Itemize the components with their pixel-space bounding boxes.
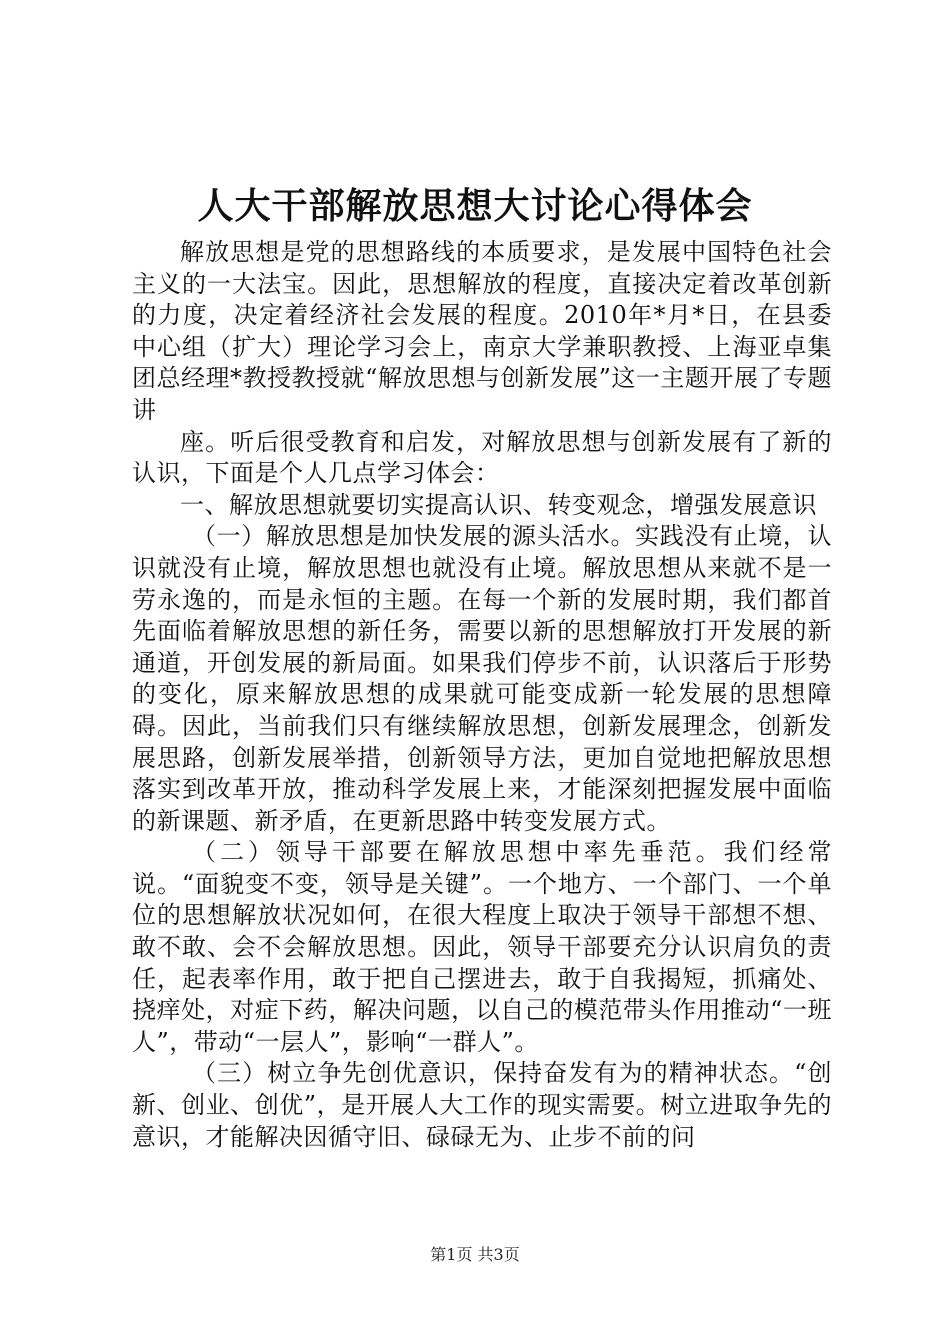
document-body xyxy=(132,237,832,1153)
paragraph-point-1: （一）解放思想是加快发展的源头活水。实践没有止境，认识就没有止境，解放思想也就没有止境。解放思想从来就不是一劳永逸的，而是永恒的主题。在每一个新的发展时期，我们都首先面临着解放思想的新任务，需要以新的思想解放打开发展的新通道，开创发展的新局面。如果我们停步不前，认识落后于形势的变化，原来解放思想的成果就可能变成新一轮发展的思想障碍。因此，当前我们只有继续解放思想，创新发展理念，创新发展思路，创新发展举措，创新领导方法，更加自觉地把解放思想落实到改革开放，推动科学发展上来，才能深刻把握发展中面临的新课题、新矛盾，在更新思路中转变发展方式。 xyxy=(132,522,832,835)
paragraph-point-2: （二）领导干部要在解放思想中率先垂范。我们经常说。“面貌变不变，领导是关键”。一个地方、一个部门、一个单位的思想解放状况如何，在很大程度上取决于领导干部想不想、敢不敢、会不会解放思想。因此，领导干部要充分认识肩负的责任，起表率作用，敢于把自己摆进去，敢于自我揭短，抓痛处、挠痒处，对症下药，解决问题，以自己的模范带头作用推动“一班人”，带动“一层人”，影响“一群人”。 xyxy=(132,838,832,1056)
page-footer: 第1页 共3页 xyxy=(430,1245,520,1264)
section-heading-1: 一、解放思想就要切实提高认识、转变观念，增强发展意识 xyxy=(180,490,817,519)
paragraph-intro-continued: 座。听后很受教育和启发，对解放思想与创新发展有了新的认识，下面是个人几点学习体会： xyxy=(132,427,832,488)
paragraph-point-3: （三）树立争先创优意识，保持奋发有为的精神状态。“创新、创业、创优”，是开展人大工作的现实需要。树立进取争先的意识，才能解决因循守旧、碌碌无为、止步不前的问 xyxy=(132,1059,832,1151)
paragraph-intro: 解放思想是党的思想路线的本质要求，是发展中国特色社会主义的一大法宝。因此，思想解放的程度，直接决定着改革创新的力度，决定着经济社会发展的程度。2010年*月*日，在县委中心组（扩大）理论学习会上，南京大学兼职教授、上海亚卓集团总经理*教授教授就“解放思想与创新发展”这一主题开展了专题讲 xyxy=(132,238,832,424)
document-title: 人大干部解放思想大讨论心得体会 xyxy=(197,185,753,227)
